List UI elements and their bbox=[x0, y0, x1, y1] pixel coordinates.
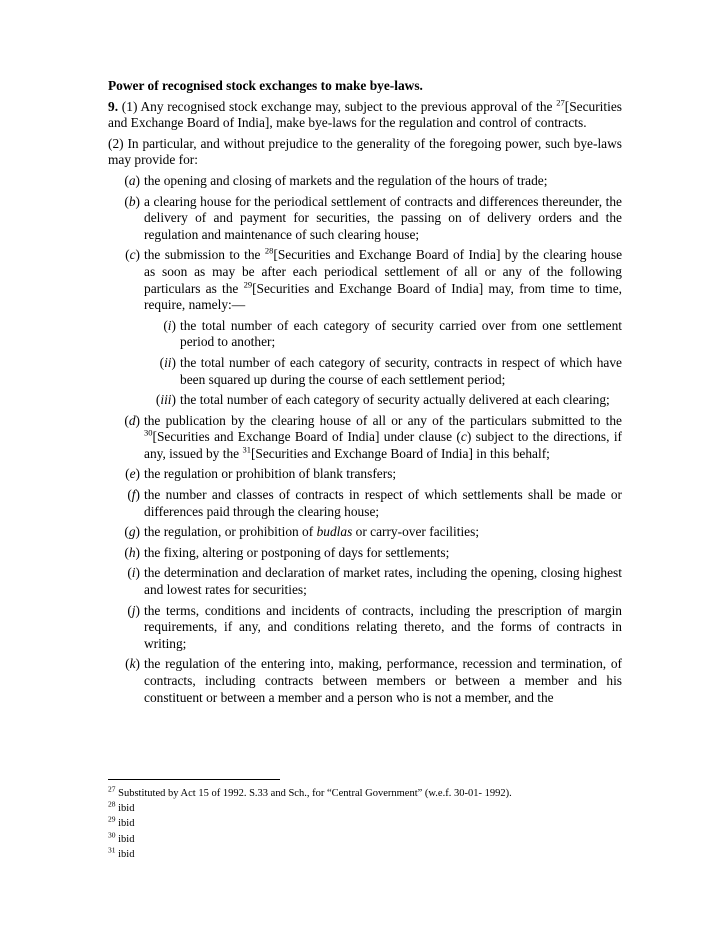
clause-f bbox=[108, 487, 622, 520]
paragraph-1-text-b: [Securities and Exchange Board of India], make bye-laws for the regulation and control of contracts. bbox=[108, 98, 622, 131]
clause-label: (a) bbox=[124, 172, 140, 188]
clause-label: (b) bbox=[124, 193, 140, 209]
footnote-30 bbox=[108, 832, 622, 847]
clause-k bbox=[108, 656, 622, 706]
section-heading: Power of recognised stock exchanges to make bye-laws. bbox=[108, 78, 423, 93]
clause-text bbox=[144, 413, 622, 463]
clause-label: (e) bbox=[125, 466, 140, 482]
text-run: or carry-over facilities; bbox=[352, 524, 480, 540]
subclause-label: (iii) bbox=[155, 392, 176, 408]
footnote-ref-30[interactable]: 30 bbox=[144, 427, 153, 438]
clause-text: a clearing house for the periodical settlement of contracts and differences thereunder, the delivery of and payment for securities, the passing on of delivery orders and the regulation and maintenance of such clearing house; bbox=[144, 193, 622, 242]
footnote-text: Substituted by Act 15 of 1992. S.33 and Sch., for “Central Government” (w.e.f. 30-01- 1992). bbox=[118, 788, 512, 799]
subclause-c-iii bbox=[144, 392, 622, 409]
clause-label: (k) bbox=[125, 656, 140, 672]
clause-letter: k bbox=[129, 656, 136, 672]
footnote-ref-27[interactable]: 27 bbox=[556, 97, 565, 108]
clause-reference: c bbox=[460, 429, 467, 445]
clause-text: the fixing, altering or postponing of days for settlements; bbox=[144, 544, 450, 560]
paragraph-1 bbox=[108, 99, 622, 132]
clause-h bbox=[108, 545, 622, 562]
text-run: the publication by the clearing house of all or any of the particulars submitted to the bbox=[144, 412, 622, 428]
footnote-number: 28 bbox=[108, 799, 116, 809]
footnote-ref-28[interactable]: 28 bbox=[264, 245, 274, 256]
footnote-number: 29 bbox=[108, 814, 116, 824]
body-text bbox=[108, 78, 622, 710]
subclause-c-ii bbox=[144, 355, 622, 388]
clause-text: the regulation of the entering into, making, performance, recession and termination, of contracts, including contracts between members or between a member and his constituent or between a member and a person who is not a member, and the bbox=[144, 656, 622, 705]
footnote-text: ibid bbox=[118, 803, 135, 815]
clause-text bbox=[144, 247, 622, 313]
footnote-number: 30 bbox=[108, 830, 116, 840]
clause-c bbox=[108, 247, 622, 313]
clause-text: the opening and closing of markets and the regulation of the hours of trade; bbox=[144, 172, 548, 188]
footnotes bbox=[108, 786, 622, 862]
footnote-27 bbox=[108, 786, 622, 801]
clause-label: (g) bbox=[124, 524, 140, 540]
clause-label: (h) bbox=[124, 544, 140, 560]
clause-letter: c bbox=[129, 247, 136, 263]
text-run: [Securities and Exchange Board of India] in this behalf; bbox=[250, 445, 550, 461]
section-number: 9. bbox=[108, 98, 119, 114]
text-run: [Securities and Exchange Board of India] may, from time to time, require, namely:— bbox=[144, 280, 622, 313]
clause-letter: g bbox=[128, 524, 136, 540]
clause-text: the number and classes of contracts in respect of which settlements shall be made or differences paid through the clearing house; bbox=[144, 487, 622, 519]
subclause-numeral: ii bbox=[164, 354, 172, 370]
clause-letter: i bbox=[131, 565, 136, 581]
subclause-numeral: i bbox=[167, 317, 172, 333]
clause-letter: h bbox=[128, 544, 136, 560]
clause-text: the regulation or prohibition of blank transfers; bbox=[144, 466, 397, 482]
footnote-29 bbox=[108, 816, 622, 831]
emphasis-term: budlas bbox=[316, 524, 353, 540]
paragraph-1-text-a: (1) Any recognised stock exchange may, subject to the previous approval of the bbox=[118, 98, 557, 114]
text-run: [Securities and Exchange Board of India] by the clearing house as soon as may be after each periodical settlement of all or any of the following particulars as the bbox=[144, 247, 623, 296]
clause-i bbox=[108, 565, 622, 598]
subclause-text: the total number of each category of security, contracts in respect of which have been squared up during the course of each settlement period; bbox=[180, 354, 622, 387]
footnote-text: ibid bbox=[118, 848, 135, 860]
clause-label: (d) bbox=[124, 412, 140, 428]
subclause-numeral: iii bbox=[160, 392, 172, 408]
clause-text bbox=[144, 524, 622, 541]
clause-e bbox=[108, 466, 622, 483]
clause-letter: f bbox=[131, 487, 136, 503]
clause-d bbox=[108, 413, 622, 463]
text-run: the submission to the bbox=[144, 247, 265, 263]
footnote-31 bbox=[108, 847, 622, 862]
clause-a bbox=[108, 173, 622, 190]
subclause-label: (ii) bbox=[159, 354, 176, 370]
text-run: ) subject to the directions, if any, issued by the bbox=[144, 429, 622, 461]
clause-label: (c) bbox=[125, 247, 140, 263]
footnote-28 bbox=[108, 801, 622, 816]
footnote-ref-31[interactable]: 31 bbox=[242, 444, 251, 455]
clause-label: (f) bbox=[127, 487, 140, 503]
footnote-text: ibid bbox=[118, 818, 135, 830]
subclause-text: the total number of each category of security carried over from one settlement period to another; bbox=[180, 317, 622, 350]
subclause-label: (i) bbox=[163, 317, 176, 333]
text-run: [Securities and Exchange Board of India] under clause ( bbox=[152, 429, 461, 445]
paragraph-2: (2) In particular, and without prejudice to the generality of the foregoing power, such bye-laws may provide for: bbox=[108, 135, 622, 168]
footnote-number: 31 bbox=[108, 845, 116, 855]
subclause-c-i bbox=[144, 318, 622, 351]
clause-label: (j) bbox=[127, 602, 140, 618]
clause-letter: a bbox=[128, 172, 136, 188]
clause-letter: b bbox=[128, 193, 136, 209]
text-run: the regulation, or prohibition of bbox=[144, 524, 317, 540]
clause-letter: d bbox=[128, 412, 136, 428]
footnote-ref-29[interactable]: 29 bbox=[243, 279, 253, 290]
clause-text: the terms, conditions and incidents of contracts, including the prescription of margin requirements, if any, and conditions relating thereto, and the forms of contracts in writing; bbox=[144, 602, 622, 651]
clause-j bbox=[108, 603, 622, 653]
clause-b bbox=[108, 194, 622, 244]
clause-g bbox=[108, 524, 622, 541]
footnote-text: ibid bbox=[118, 833, 135, 845]
clause-label: (i) bbox=[127, 565, 140, 581]
footnote-number: 27 bbox=[108, 784, 116, 794]
footnote-separator bbox=[108, 779, 280, 780]
subclause-text: the total number of each category of security actually delivered at each clearing; bbox=[180, 392, 610, 408]
clause-letter: e bbox=[129, 466, 136, 482]
clause-text: the determination and declaration of market rates, including the opening, closing highest and lowest rates for securities; bbox=[144, 565, 622, 598]
clause-letter: j bbox=[131, 602, 136, 618]
